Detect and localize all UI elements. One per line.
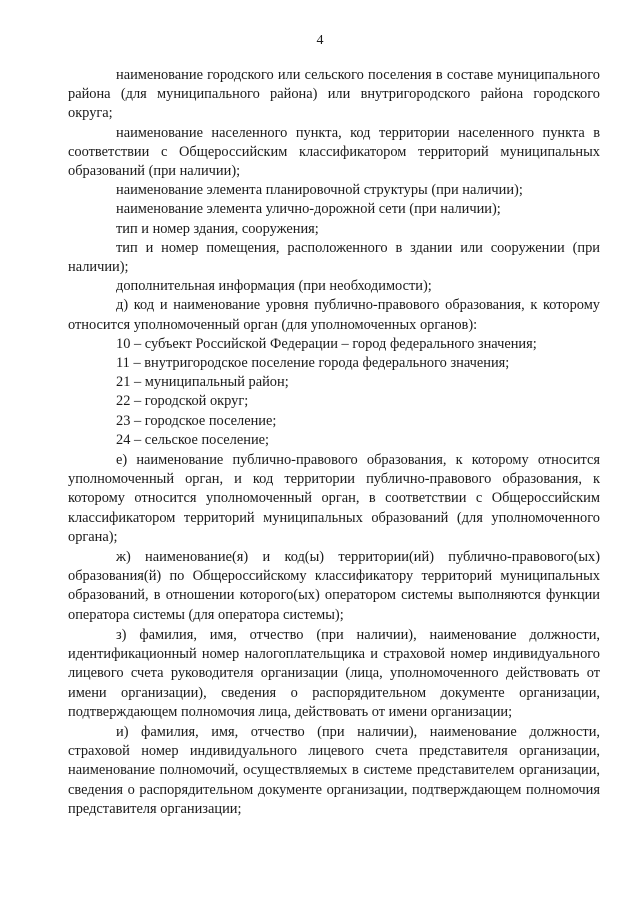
paragraph-item-e: е) наименование публично-правового образования, к которому относится уполномоченный орган, и код территории публично-правового образования, к которому относится уполномоченный орган, в соответствии с Общероссийским классификатором территорий муниципальных образований (для уполномоченного органа); — [68, 452, 600, 545]
document-body — [68, 66, 600, 819]
paragraph-building-type: тип и номер здания, сооружения; — [116, 220, 319, 237]
list-item-code-22: 22 – городской округ; — [116, 393, 249, 410]
list-item-code-11: 11 – внутригородское поселение города федерального значения; — [116, 355, 510, 372]
list-item-code-24: 24 – сельское поселение; — [116, 431, 270, 448]
paragraph-item-d: д) код и наименование уровня публично-правового образования, к которому относится уполномоченный орган (для уполномоченных органов): — [68, 297, 600, 333]
list-item-code-23: 23 – городское поселение; — [116, 412, 277, 429]
list-item-code-10: 10 – субъект Российской Федерации – город федерального значения; — [116, 335, 537, 352]
paragraph-item-zh: ж) наименование(я) и код(ы) территории(ий) публично-правового(ых) образования(й) по Общероссийскому классификатору территорий муниципальных образований, в отношении которого(ых) оператором системы выполняются функции оператора системы (для оператора системы); — [68, 549, 600, 623]
paragraph-premises-type: тип и номер помещения, расположенного в здании или сооружении (при наличии); — [68, 239, 600, 276]
paragraph-additional-info: дополнительная информация (при необходимости); — [116, 278, 432, 295]
paragraph-street-network: наименование элемента улично-дорожной сети (при наличии); — [116, 201, 501, 218]
paragraph-item-i: и) фамилия, имя, отчество (при наличии), наименование должности, страховой номер индивидуального лицевого счета представителя организации, наименование полномочий, осуществляемых в системе представителем организации, сведения о распорядительном документе организации, подтверждающем полномочия представителя организации; — [68, 723, 600, 817]
paragraph-item-z: з) фамилия, имя, отчество (при наличии), наименование должности, идентификационный номер налогоплательщика и страховой номер индивидуального лицевого счета руководителя организации (лица, уполномоченного действовать от имени организации), сведения о распорядительном документе организации, подтверждающем полномочия лица, действовать от имени организации; — [68, 626, 600, 720]
paragraph-settlement-in-district: наименование городского или сельского поселения в составе муниципального района (для муниципального района) или внутригородского района городского округа; — [68, 67, 600, 122]
paragraph-planning-structure: наименование элемента планировочной структуры (при наличии); — [116, 182, 523, 199]
list-item-code-21: 21 – муниципальный район; — [116, 374, 289, 391]
page-number: 4 — [316, 33, 324, 48]
paragraph-locality-code: наименование населенного пункта, код территории населенного пункта в соответствии с Общероссийским классификатором территорий муниципальных образований (при наличии); — [68, 124, 600, 180]
